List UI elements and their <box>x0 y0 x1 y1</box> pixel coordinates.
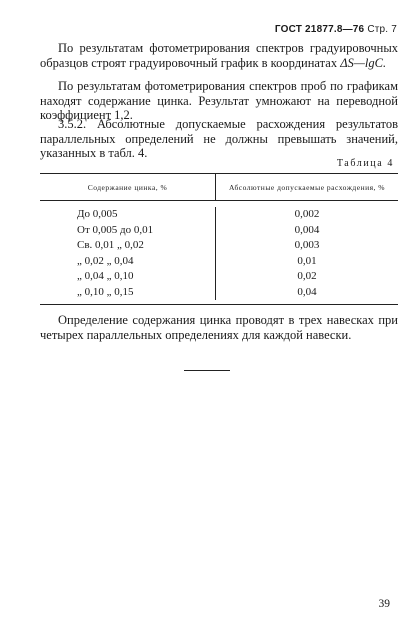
table-header <box>40 174 398 201</box>
tolerance-table <box>40 173 398 305</box>
page-label: Стр. 7 <box>367 24 397 35</box>
col-header-content: Содержание цинка, % <box>87 182 168 192</box>
col-header-tolerance: Абсолютные допускаемые расхождения, % <box>215 174 398 200</box>
table-body <box>40 201 398 304</box>
page-number: 39 <box>378 598 390 610</box>
table-cell-value: 0,02 <box>297 270 317 282</box>
paragraph-result: По результатам фотометрирования спектров проб по графикам находят содержание цинка. Результат умножают на переводной коэффициент 1,2. <box>40 79 398 122</box>
paragraph-calibration-text: По результатам фотометрирования спектров градуировочных образцов строят градуировочный график в координатах <box>40 41 398 70</box>
table-cell-value: 0,003 <box>294 239 320 251</box>
table-cell-range: От 0,005 до 0,01 <box>77 223 154 236</box>
table-cell-range: „ 0,04 „ 0,10 <box>77 270 134 282</box>
table-cell-range: До 0,005 <box>77 208 118 220</box>
table-cell-value: 0,004 <box>294 223 320 236</box>
table-cell-range: „ 0,10 „ 0,15 <box>77 285 134 298</box>
table-cell-value: 0,01 <box>297 254 317 267</box>
paragraph-tolerances: 3.5.2. Абсолютные допускаемые расхождения результатов параллельных определений не должны превышать значений, указанных в табл. 4. <box>40 117 398 160</box>
table-cell-value: 0,002 <box>294 208 320 220</box>
table-cell-range: „ 0,02 „ 0,04 <box>77 254 134 267</box>
content-column <box>40 207 215 300</box>
table-cell-range: Св. 0,01 „ 0,02 <box>77 239 144 251</box>
gost-code: ГОСТ 21877.8—76 <box>274 24 365 35</box>
coordinates-formula: ΔS—lgC. <box>340 55 387 70</box>
page-header <box>275 24 397 35</box>
section-divider <box>184 370 230 371</box>
table-label: Таблица 4 <box>336 158 394 169</box>
tolerance-column <box>215 207 398 300</box>
paragraph-determination: Определение содержания цинка проводят в трех навесках при четырех параллельных определениях для каждой навески. <box>40 313 398 342</box>
paragraph-calibration <box>40 41 398 70</box>
table-cell-value: 0,04 <box>297 285 317 298</box>
